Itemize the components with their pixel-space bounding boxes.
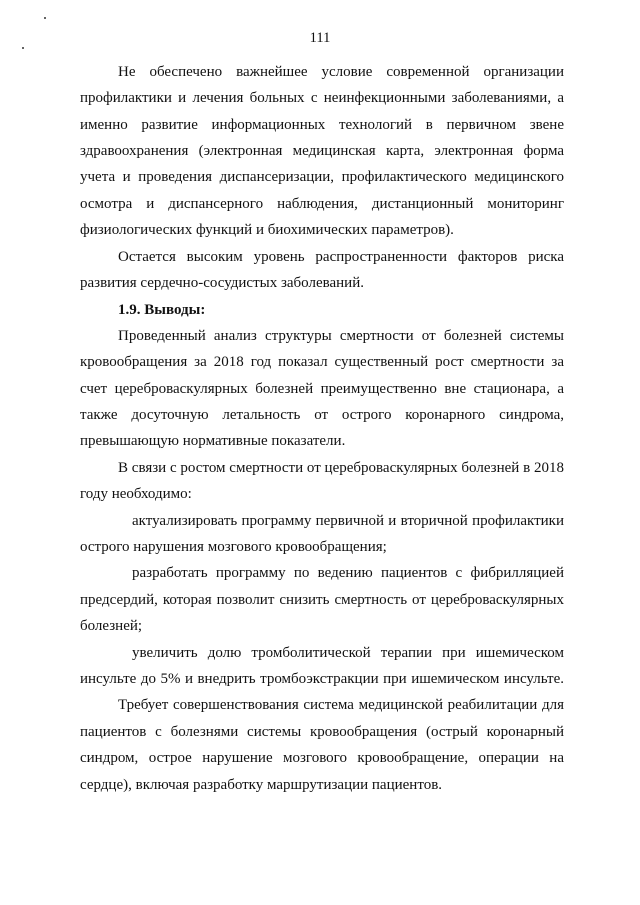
text-line: развития сердечно-сосудистых заболеваний. (80, 275, 364, 291)
list-item-line: острого нарушения мозгового кровообращения; (80, 539, 387, 555)
list-item-line: актуализировать программу первичной и вторичной профилактики (132, 513, 564, 529)
section-heading: 1.9. Выводы: (118, 302, 206, 318)
text-line: здравоохранения (электронная медицинская карта, электронная форма (80, 143, 564, 159)
text-line: кровообращения за 2018 год показал существенный рост смертности за (80, 354, 564, 370)
text-line: Требует совершенствования система медицинской реабилитации для (118, 697, 564, 713)
text-line: учета и проведения диспансеризации, профилактического медицинского (80, 169, 564, 185)
text-line: сердце), включая разработку маршрутизации пациентов. (80, 777, 443, 793)
text-line: осмотра и диспансерного наблюдения, дистанционный мониторинг (80, 196, 564, 212)
scan-speck (44, 17, 46, 19)
text-line: Проведенный анализ структуры смертности от болезней системы (118, 328, 564, 344)
text-line: году необходимо: (80, 486, 192, 502)
text-line: превышающую нормативные показатели. (80, 433, 346, 449)
list-item-line: предсердий, которая позволит снизить смертность от цереброваскулярных (80, 592, 564, 608)
text-line: именно развитие информационных технологий в первичном звене (80, 117, 564, 133)
list-item-line: инсульте до 5% и внедрить тромбоэкстракции при ишемическом инсульте. (80, 671, 564, 687)
text-line: также досуточную летальность от острого коронарного синдрома, (80, 407, 564, 423)
list-item-line: увеличить долю тромболитической терапии при ишемическом (132, 645, 564, 661)
text-line: В связи с ростом смертности от цереброваскулярных болезней в 2018 (118, 460, 564, 476)
text-line: Остается высоким уровень распространенности факторов риска (118, 249, 564, 265)
text-line: пациентов с болезнями системы кровообращения (острый коронарный (80, 724, 564, 740)
page-number: 111 (309, 30, 331, 46)
text-line: счет цереброваскулярных болезней преимущественно вне стационара, а (80, 381, 564, 397)
list-item-line: разработать программу по ведению пациентов с фибрилляцией (132, 565, 564, 581)
text-line: физиологических функций и биохимических параметров). (80, 222, 454, 238)
text-line: профилактики и лечения больных с неинфекционными заболеваниями, а (80, 90, 564, 106)
list-item-line: болезней; (80, 618, 143, 634)
text-line: синдром, острое нарушение мозгового кровообращение, операции на (80, 750, 564, 766)
scan-speck (22, 47, 24, 49)
text-line: Не обеспечено важнейшее условие современной организации (118, 64, 564, 80)
